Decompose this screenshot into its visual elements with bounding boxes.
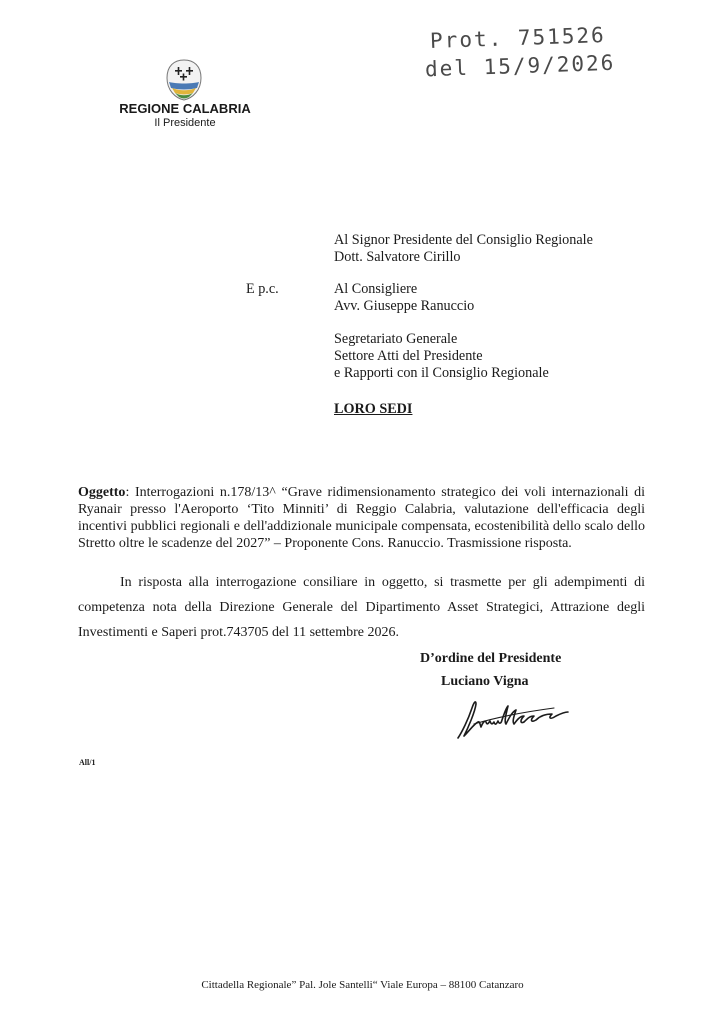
recipient-cc2-line3: e Rapporti con il Consiglio Regionale	[334, 365, 549, 381]
subject-paragraph	[78, 484, 645, 552]
recipient-primary-line2: Dott. Salvatore Cirillo	[334, 249, 461, 265]
recipient-cc1-line2: Avv. Giuseppe Ranuccio	[334, 298, 475, 314]
recipient-cc2-line2: Settore Atti del Presidente	[334, 348, 483, 364]
subject-label: Oggetto	[78, 485, 126, 500]
institution-name: REGIONE CALABRIA	[119, 101, 251, 116]
handwritten-signature	[454, 694, 572, 744]
cc-label: E p.c.	[246, 281, 279, 297]
signature-name: Luciano Vigna	[441, 674, 529, 689]
loro-sedi: LORO SEDI	[334, 401, 413, 417]
subject-text: : Interrogazioni n.178/13^ “Grave ridimensionamento strategico dei voli internazionali di Ryanair presso l'Aeroporto ‘Tito Minniti’ di Reggio Calabria, valutazione dell'efficacia degli incentivi pubblici regionali e dell'addizionale municipale compensata, ecostenibilità dello scalo dello Stretto oltre le scadenze del 2027” – Proponente Cons. Ranuccio. Trasmissione risposta.	[78, 485, 645, 551]
recipient-cc2-line1: Segretariato Generale	[334, 331, 458, 347]
body-paragraph: In risposta alla interrogazione consiliare in oggetto, si trasmette per gli adempimenti di competenza nota della Direzione Generale del Dipartimento Asset Strategici, Attrazione degli Investimenti e Saperi prot.743705 del 11 settembre 2026.	[78, 575, 645, 640]
footer-address: Cittadella Regionale” Pal. Jole Santelli“ Viale Europa – 88100 Catanzaro	[201, 979, 524, 991]
recipient-cc1-line1: Al Consigliere	[334, 281, 418, 297]
signature-order-line: D’ordine del Presidente	[420, 651, 562, 666]
protocol-date-handwritten: del 15/9/2026	[424, 50, 616, 82]
recipient-primary-line1: Al Signor Presidente del Consiglio Regionale	[334, 232, 593, 248]
regione-calabria-logo	[163, 58, 205, 102]
attachment-note: All/1	[79, 758, 96, 767]
institution-role: Il Presidente	[154, 117, 216, 129]
protocol-number-handwritten: Prot. 751526	[429, 22, 607, 54]
